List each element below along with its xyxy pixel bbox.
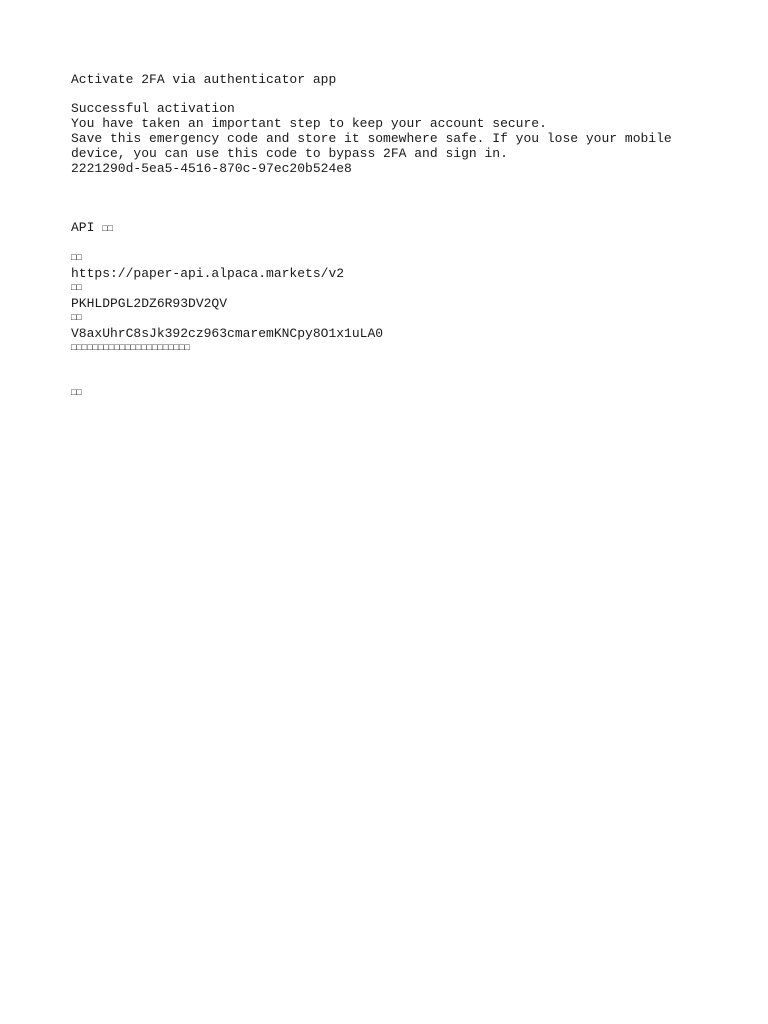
save-instructions: Save this emergency code and store it somewhere safe. If you lose your mobile device, you can use this code to bypass 2FA and sign in. — [71, 131, 672, 161]
spacer — [71, 237, 711, 251]
api-title-suffix: □□ — [102, 224, 114, 234]
secret-key-value[interactable]: V8axUhrC8sJk392cz963cmaremKNCpy8O1x1uLA0 — [71, 326, 384, 341]
endpoint-value[interactable]: https://paper-api.alpaca.markets/v2 — [71, 266, 345, 281]
spacer — [71, 356, 711, 386]
success-message: You have taken an important step to keep your account secure. — [71, 116, 547, 131]
api-key-label: □□ — [71, 283, 82, 293]
twofa-section — [71, 72, 711, 176]
page-content — [71, 72, 711, 401]
api-action-link[interactable]: □□ — [71, 388, 82, 398]
secret-key-label: □□ — [71, 313, 82, 323]
emergency-code[interactable]: 2221290d-5ea5-4516-870c-97ec20b524e8 — [71, 161, 352, 176]
api-title — [71, 220, 711, 237]
api-section — [71, 220, 711, 401]
twofa-title: Activate 2FA via authenticator app — [71, 72, 337, 87]
api-title-prefix: API — [71, 220, 95, 235]
spacer — [71, 176, 711, 220]
api-note: □□□□□□□□□□□□□□□□□□□□□□ — [71, 343, 190, 353]
api-key-value[interactable]: PKHLDPGL2DZ6R93DV2QV — [71, 296, 228, 311]
success-heading: Successful activation — [71, 101, 235, 116]
endpoint-label: □□ — [71, 253, 82, 263]
